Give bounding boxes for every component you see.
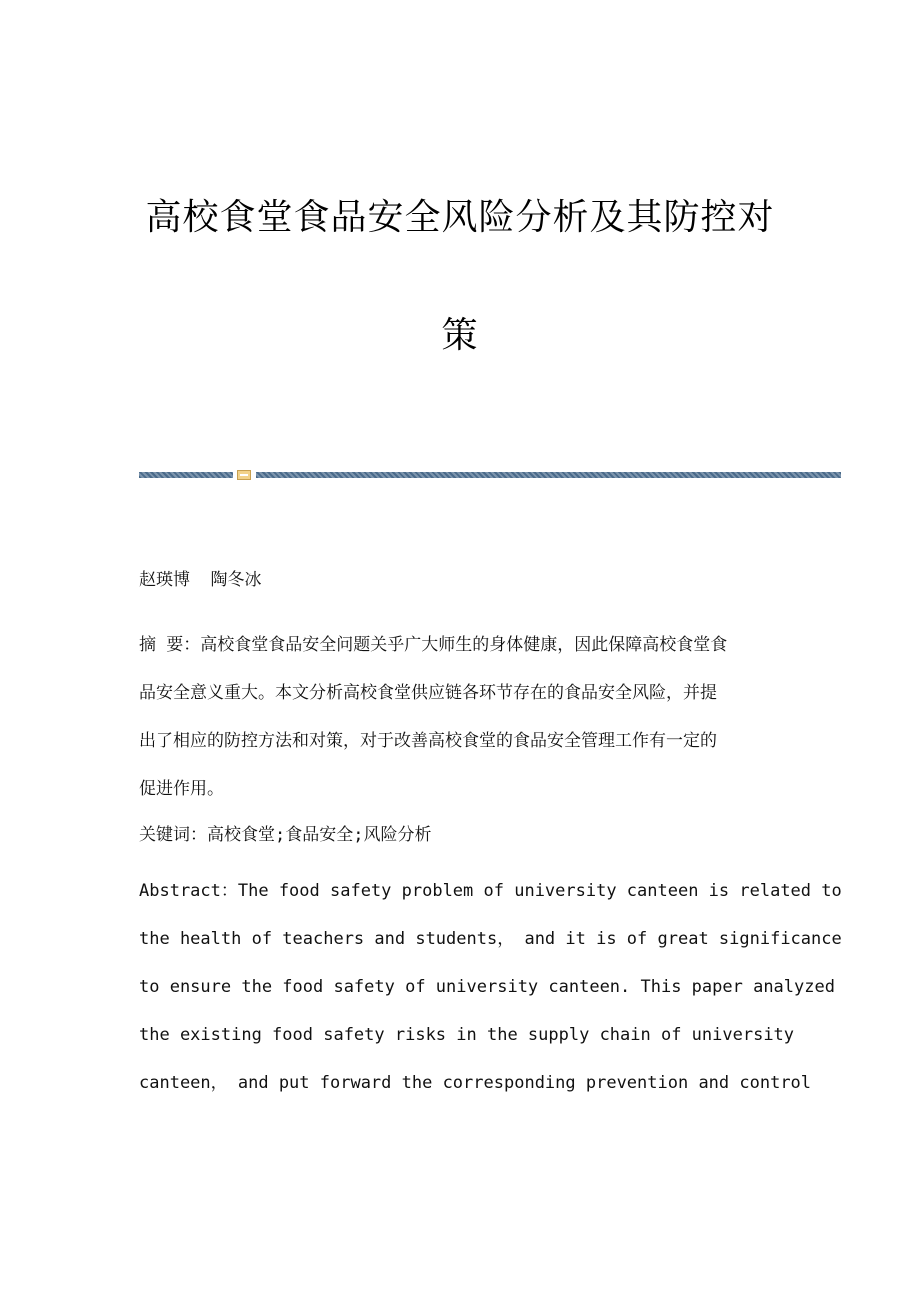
paper-title-line-2: 策 (441, 315, 479, 356)
abstract-english-line: Abstract：The food safety problem of university canteen is related to (139, 881, 842, 901)
envelope-icon (237, 470, 251, 480)
abstract-chinese-line: 品安全意义重大。本文分析高校食堂供应链各环节存在的食品安全风险，并提 (139, 683, 717, 703)
abstract-chinese-line: 出了相应的防控方法和对策，对于改善高校食堂的食品安全管理工作有一定的 (139, 731, 717, 751)
abstract-english-line: the health of teachers and students， and it is of great significance (139, 929, 842, 949)
title-divider (139, 470, 841, 480)
abstract-chinese-line: 摘 要：高校食堂食品安全问题关乎广大师生的身体健康，因此保障高校食堂食 (139, 635, 728, 655)
authors: 赵瑛博 陶冬冰 (139, 570, 262, 590)
paper-title-line-1: 高校食堂食品安全风险分析及其防控对 (145, 197, 775, 238)
keywords-chinese: 关键词：高校食堂;食品安全;风险分析 (139, 825, 432, 845)
abstract-english-line: the existing food safety risks in the supply chain of university (139, 1025, 795, 1045)
divider-left-bar (139, 472, 233, 478)
abstract-chinese-line: 促进作用。 (139, 779, 224, 799)
abstract-english (139, 867, 842, 1107)
abstract-chinese (139, 621, 789, 813)
divider-right-bar (256, 472, 841, 478)
abstract-english-line: to ensure the food safety of university canteen. This paper analyzed (139, 977, 835, 997)
abstract-english-line: canteen， and put forward the corresponding prevention and control (139, 1073, 812, 1093)
